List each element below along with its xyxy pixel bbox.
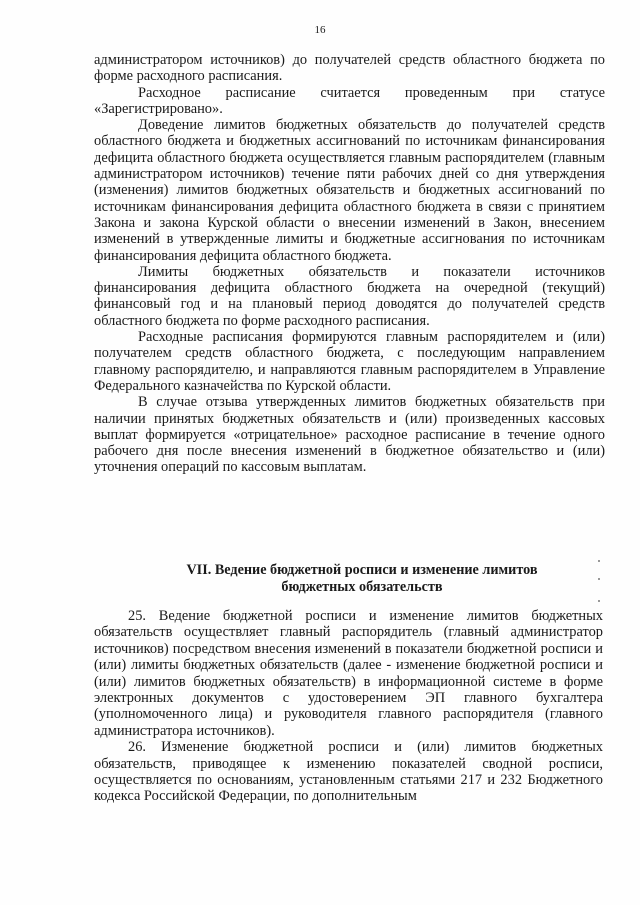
paragraph-continuation: администратором источников) до получателей средств областного бюджета по форме расходного расписания. (94, 52, 605, 85)
scan-speck (598, 578, 600, 580)
paragraph-limits-indicators: Лимиты бюджетных обязательств и показатели источников финансирования дефицита областного бюджета на очередной (текущий) финансовый год и на плановый период доводятся до получателей средств областного бюджета по форме расходного расписания. (94, 263, 605, 329)
body-text-top (94, 52, 605, 476)
paragraph-item-26: 26. Изменение бюджетной росписи и (или) лимитов бюджетных обязательств, приводящее к изменению показателей сводной росписи, осуществляется по основаниям, установленным статьями 217 и 232 Бюджетного кодекса Российской Федерации, по дополнительным (94, 739, 603, 805)
paragraph-limits-withdrawal: В случае отзыва утвержденных лимитов бюджетных обязательств при наличии принятых бюджетных обязательств и (или) произведенных кассовых выплат формируется «отрицательное» расходное расписание в течение одного рабочего дня после внесения изменений в бюджетное обязательство и (или) уточнения операций по кассовым выплатам. (94, 394, 605, 476)
section-heading: VII. Ведение бюджетной росписи и изменение лимитов бюджетных обязательств (186, 562, 538, 595)
scan-speck (598, 560, 600, 562)
paragraph-item-25: 25. Ведение бюджетной росписи и изменение лимитов бюджетных обязательств осуществляет главный распорядитель (главный администратор источников) посредством внесения изменений в показатели бюджетной росписи и (или) лимиты бюджетных обязательств (далее - изменение бюджетной росписи и (или) лимитов бюджетных обязательств) в информационной системе в форме электронных документов с удостоверением ЭП главного бухгалтера (уполномоченного лица) и руководителя главного распорядителя (главного администратора источников). (94, 608, 603, 739)
paragraph-limits-delivery: Доведение лимитов бюджетных обязательств до получателей средств областного бюджета и бюджетных ассигнований по источникам финансирования дефицита областного бюджета осуществляется главным распорядителем (главным администратором источников) течение пяти рабочих дней со дня утверждения (изменения) лимитов бюджетных обязательств и бюджетных ассигнований по источникам финансирования дефицита областного бюджета в связи с принятием Закона и закона Курской области о внесении изменений в Закон, внесением изменений в утвержденные лимиты и бюджетные ассигнования по источникам финансирования дефицита областного бюджета. (94, 117, 605, 264)
paragraph-expense-schedules: Расходные расписания формируются главным распорядителем и (или) получателем средств областного бюджета, с последующим направлением главному распорядителю, и направляются главным распорядителем в Управление Федерального казначейства по Курской области. (94, 329, 605, 394)
scan-speck (598, 600, 600, 602)
paragraph-registration-status: Расходное расписание считается проведенным при статусе «Зарегистрировано». (94, 84, 605, 117)
page-number: 16 (314, 24, 326, 36)
body-text-bottom (94, 608, 603, 805)
